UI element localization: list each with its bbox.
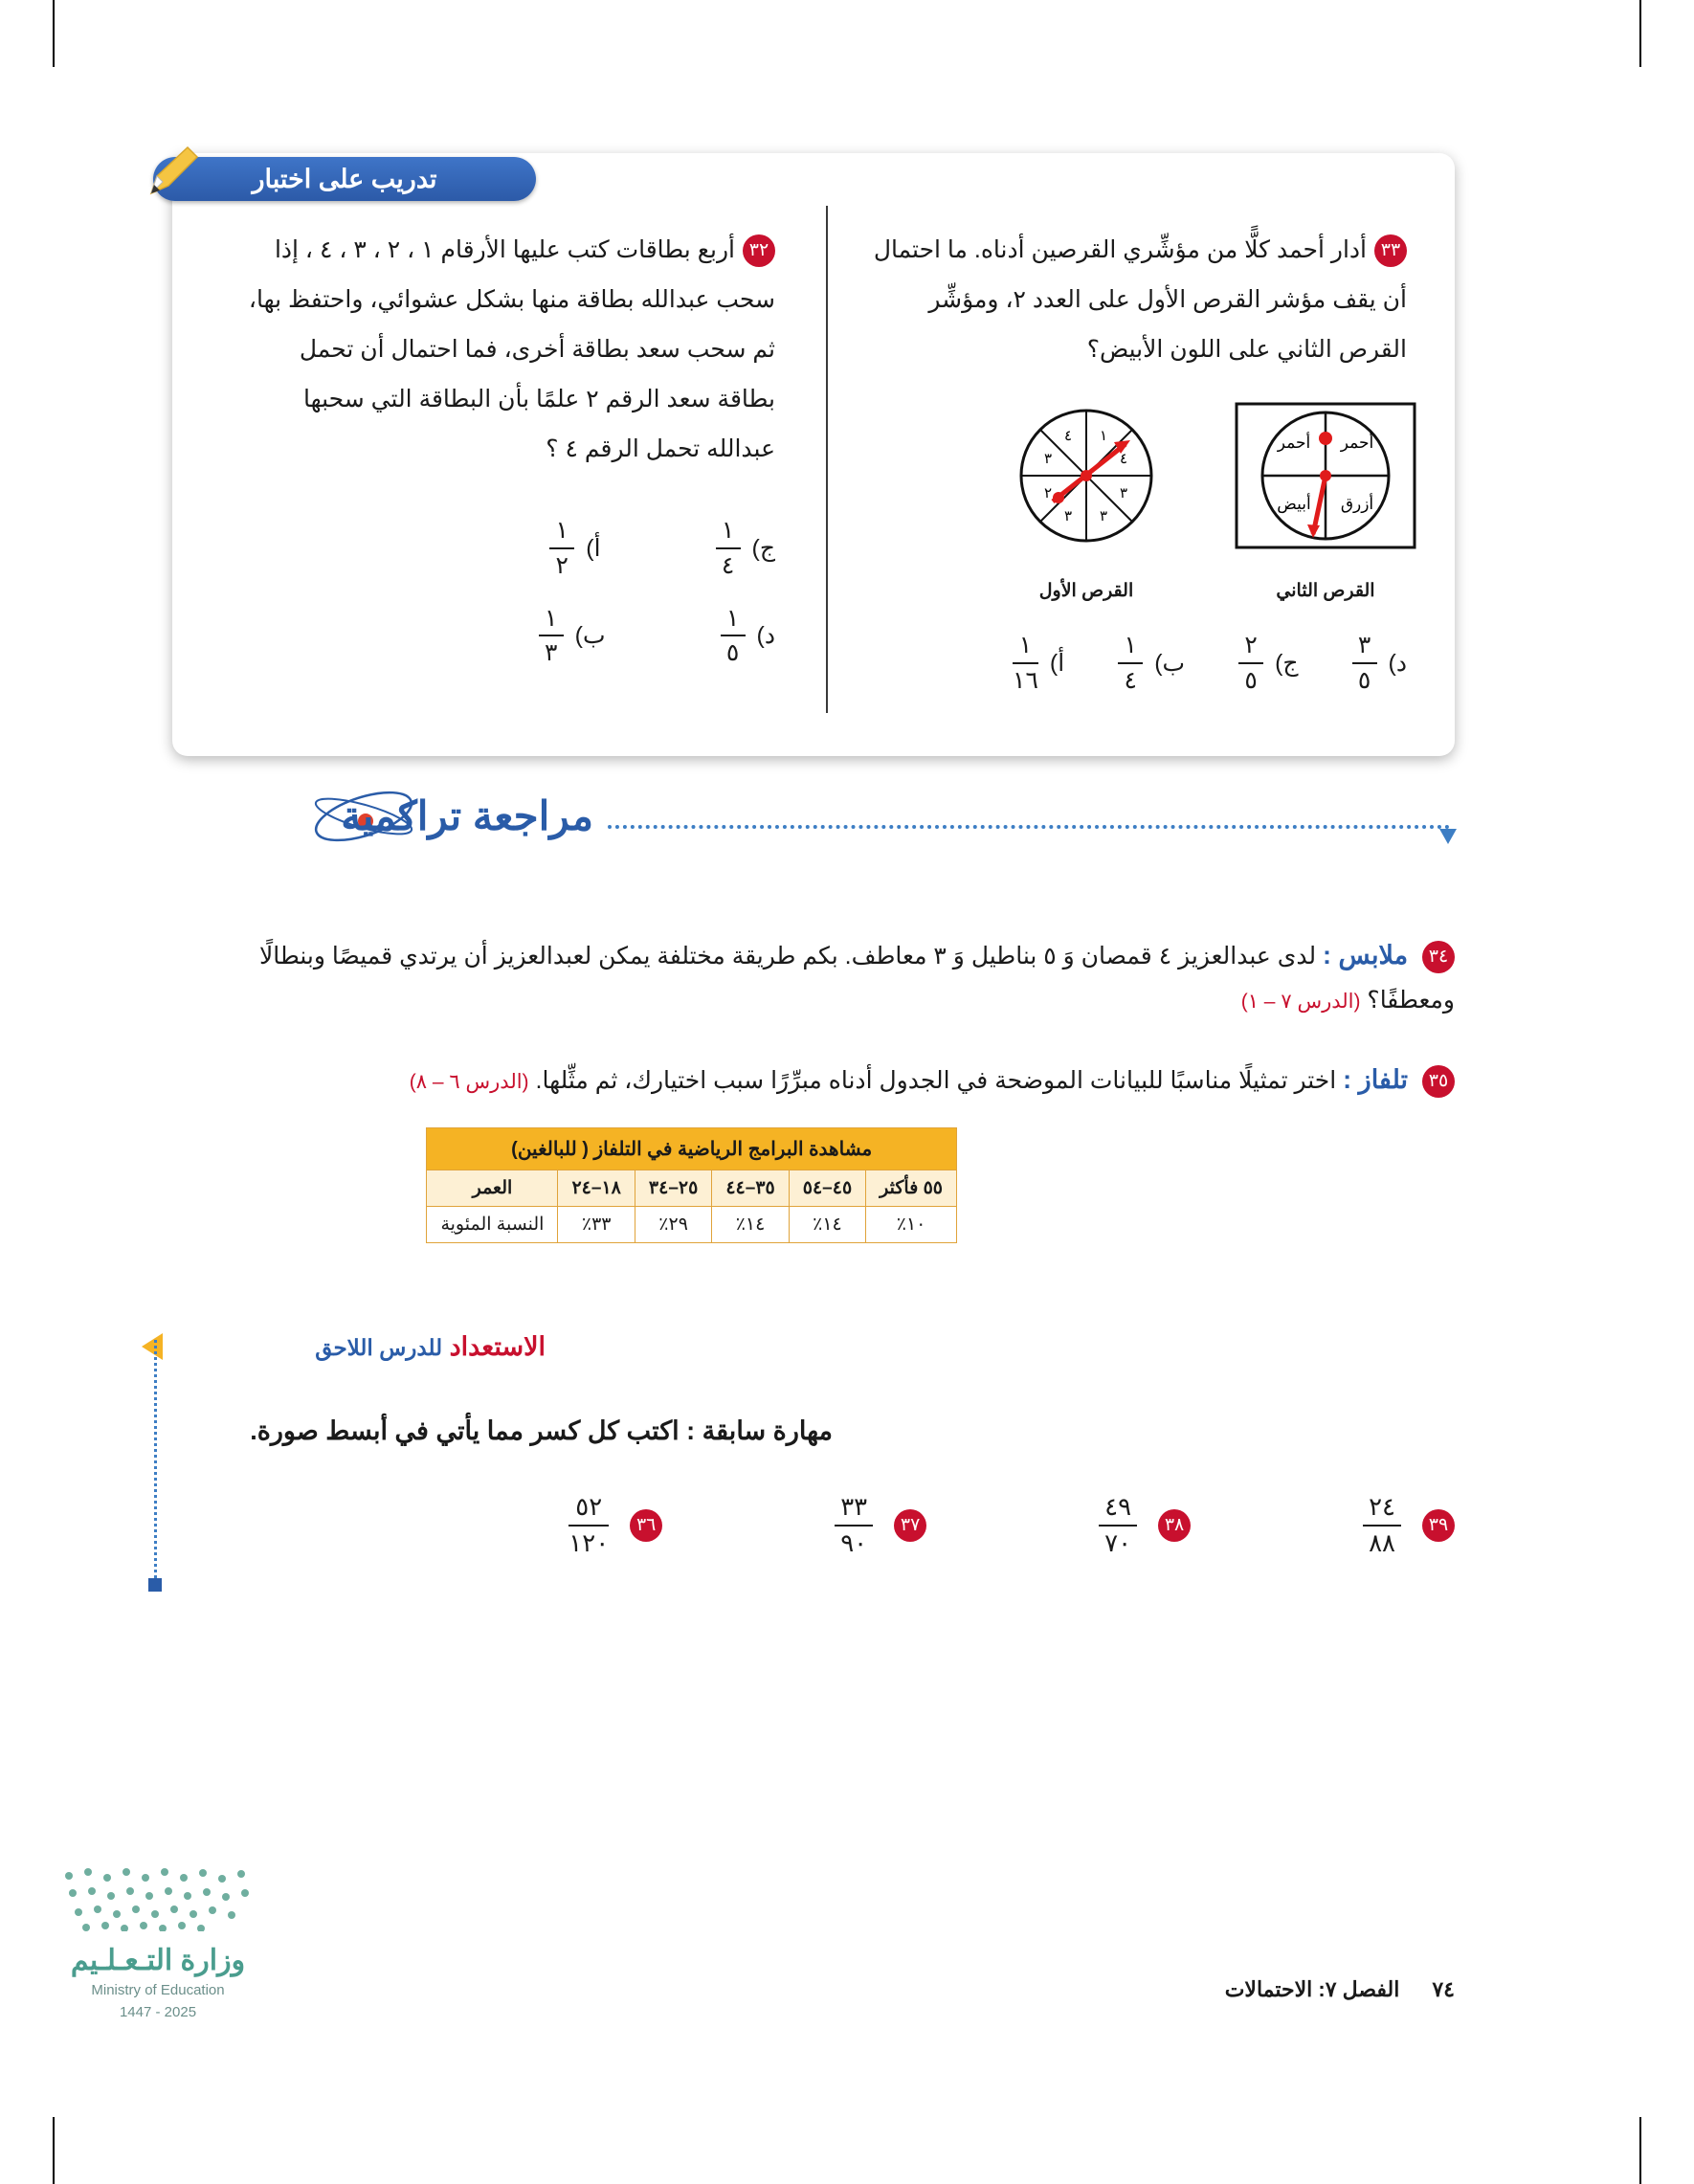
q33-choice-d-fraction (1352, 632, 1377, 695)
numerator: ٥٢ (575, 1492, 603, 1521)
q32-choice-d-fraction (721, 605, 746, 668)
ministry-logo (48, 1864, 268, 2021)
fraction-bar (716, 547, 741, 549)
sector-label: ٤ (1119, 451, 1128, 467)
prepare-fraction-36 (568, 1493, 662, 1558)
review-item-34 (172, 933, 1455, 1024)
numerator: ٢٤ (1369, 1492, 1395, 1521)
spinner-figures (861, 402, 1416, 601)
q33-choice-a-fraction (1013, 632, 1038, 695)
numerator: ١ (725, 604, 740, 632)
table-row-header-age: العمر (427, 1170, 558, 1207)
prepare-bracket (152, 1340, 157, 1584)
sector-label: ٣ (1063, 508, 1073, 524)
question-32-choices (239, 517, 775, 692)
prepare-fraction-36-value (568, 1493, 609, 1558)
chapter-label: الفصل ٧: الاحتمالات (1224, 1977, 1400, 2001)
question-33-choices (871, 632, 1407, 695)
fraction-bar (549, 547, 574, 549)
prepare-heading (315, 1332, 546, 1362)
q33-choice-c[interactable] (1238, 632, 1298, 695)
numerator: ٣ (1357, 632, 1371, 658)
q32-choice-b[interactable] (539, 605, 606, 668)
sector-label: أحمر (1277, 434, 1311, 452)
q32-choice-d-label: د) (756, 622, 775, 650)
prepare-fraction-37-number: ٣٧ (894, 1509, 926, 1542)
q33-choice-b-label: ب) (1154, 649, 1186, 677)
review-item-34-ref: (الدرس ٧ – ١) (1240, 991, 1361, 1013)
page-number: ٧٤ (1432, 1977, 1455, 2001)
prepare-title: الاستعداد (449, 1332, 546, 1361)
question-32 (239, 225, 775, 474)
numerator: ٣٣ (840, 1492, 868, 1521)
fraction-bar (1118, 662, 1143, 664)
table-cell-age-2: ٣٥–٤٤ (712, 1170, 789, 1207)
table-cell-age-4: ٥٥ فأكثر (866, 1170, 957, 1207)
q32-choice-a[interactable] (549, 517, 600, 580)
prepare-subtitle: للدرس اللاحق (315, 1335, 443, 1360)
review-dotted-arrow (1439, 829, 1457, 844)
numerator: ٤٩ (1104, 1492, 1132, 1521)
sector-label: أزرق (1340, 495, 1374, 513)
question-32-text: أربع بطاقات كتب عليها الأرقام ١ ، ٢ ، ٣ ، ٤ ، إذا سحب عبدالله بطاقة منها بشكل عشوائي، واحتفظ بها، ثم سحب سعد بطاقة أخرى، فما احتمال أن تحمل بطاقة سعد الرقم ٢ علمًا بأن البطاقة التي سحبها عبدالله تحمل الرقم ٤ ؟ (248, 236, 775, 462)
prepare-fraction-37-value (835, 1493, 873, 1558)
review-item-35-text: اختر تمثيلًا مناسبًا للبيانات الموضحة في الجدول أدناه مبرِّرًا سبب اختيارك، ثم مثِّلها. (535, 1067, 1337, 1094)
fraction-bar (1013, 662, 1038, 664)
tv-watching-table (426, 1127, 957, 1243)
denominator: ٧٠ (1104, 1527, 1132, 1557)
ministry-name-ar: وزارة التـعـلـيم (70, 1945, 246, 1976)
question-33 (871, 225, 1407, 374)
q32-choice-a-fraction (549, 517, 574, 580)
q33-choice-b-fraction (1118, 632, 1143, 695)
numerator: ٢ (1244, 632, 1258, 658)
table-cell-age-3: ٤٥–٥٤ (789, 1170, 865, 1207)
fraction-bar (568, 1525, 609, 1527)
table-cell-pct-4: ١٠٪ (866, 1207, 957, 1243)
fraction-bar (1099, 1525, 1137, 1527)
question-33-number: ٣٣ (1374, 234, 1407, 267)
q32-choice-b-label: ب) (574, 622, 606, 650)
q33-choice-a-label: أ) (1049, 649, 1065, 677)
question-divider (826, 206, 828, 713)
sector-label: ٣ (1099, 508, 1108, 524)
prepare-fraction-39-value (1363, 1493, 1401, 1558)
denominator: ٢ (555, 551, 568, 579)
sector-label: ٤ (1063, 428, 1073, 444)
banner-title: تدريب على اختبار (252, 165, 437, 193)
sector-label: ١ (1099, 428, 1108, 444)
banner-pill (153, 157, 536, 201)
prepare-fraction-36-number: ٣٦ (630, 1509, 662, 1542)
table-cell-age-0: ١٨–٢٤ (558, 1170, 635, 1207)
fraction-bar (1363, 1525, 1401, 1527)
q32-choice-d[interactable] (721, 605, 775, 668)
numerator: ١ (555, 517, 568, 544)
ministry-dots-icon (57, 1864, 258, 1931)
review-dotted-line (608, 825, 1450, 829)
spinner-first-graphic (995, 402, 1177, 569)
prepare-skill-line: مهارة سابقة : اكتب كل كسر مما يأتي في أبسط صورة. (250, 1416, 833, 1445)
table-row-header-percent: النسبة المئوية (427, 1207, 558, 1243)
denominator: ٣ (544, 639, 558, 667)
review-item-34-number: ٣٤ (1422, 941, 1455, 973)
q32-choice-c[interactable] (716, 517, 775, 580)
prepare-fraction-37 (835, 1493, 926, 1558)
q33-choice-a[interactable] (1013, 632, 1064, 695)
q33-choice-c-fraction (1238, 632, 1263, 695)
table-row (427, 1170, 957, 1207)
numerator: ١ (1018, 632, 1033, 658)
numerator: ١ (721, 517, 735, 544)
fraction-bar (1238, 662, 1263, 664)
prepare-fraction-38 (1099, 1493, 1191, 1558)
q33-choice-d[interactable] (1352, 632, 1407, 695)
denominator: ٥ (1244, 666, 1258, 694)
page-footer (1225, 1977, 1455, 2002)
crop-mark-bottom-left (53, 2117, 55, 2184)
spinner-first (995, 402, 1177, 602)
q32-choice-c-fraction (716, 517, 741, 580)
table-cell-pct-2: ١٤٪ (712, 1207, 789, 1243)
sector-label: ٣ (1043, 451, 1053, 467)
prepare-fraction-38-value (1099, 1493, 1137, 1558)
spinner-second-graphic (1235, 402, 1416, 569)
review-heading: مراجعة تراكمية (341, 793, 593, 838)
sector-label: ٢ (1043, 485, 1053, 501)
denominator: ٨٨ (1369, 1527, 1395, 1557)
review-item-35 (172, 1058, 1455, 1104)
review-item-34-tag: ملابس : (1323, 941, 1409, 969)
prepare-fraction-39-number: ٣٩ (1422, 1509, 1455, 1542)
q33-choice-d-label: د) (1388, 649, 1407, 677)
review-item-34-text: لدى عبدالعزيز ٤ قمصان وَ ٥ بناطيل وَ ٣ معاطف. بكم طريقة مختلفة يمكن لعبدالعزيز أن يرتدي قميصًا وبنطالًا ومعطفًا؟ (259, 943, 1455, 1014)
denominator: ١٢٠ (568, 1527, 610, 1557)
fraction-bar (721, 635, 746, 636)
denominator: ٤ (1124, 666, 1137, 694)
denominator: ٤ (721, 551, 735, 579)
table-row (427, 1207, 957, 1243)
prepare-fraction-38-number: ٣٨ (1158, 1509, 1191, 1542)
denominator: ٥ (1357, 666, 1371, 694)
spinner-second-caption: القرص الثاني (1276, 581, 1375, 601)
q32-choice-b-fraction (539, 605, 564, 668)
review-item-35-ref: (الدرس ٦ – ٨) (409, 1071, 529, 1093)
crop-mark-top-left (53, 0, 55, 67)
question-32-number: ٣٢ (743, 234, 775, 267)
q33-choice-b[interactable] (1118, 632, 1185, 695)
table-title-row (427, 1128, 957, 1170)
numerator: ١ (1124, 632, 1137, 658)
table-cell-pct-0: ٣٣٪ (558, 1207, 635, 1243)
prepare-fraction-list (172, 1493, 1455, 1558)
sector-label: أحمر (1340, 434, 1374, 452)
prepare-fraction-39 (1363, 1493, 1455, 1558)
crop-mark-bottom-right (1639, 2117, 1641, 2184)
spinner-first-caption: القرص الأول (1038, 581, 1134, 601)
question-33-text: أدار أحمد كلًّا من مؤشِّري القرصين أدناه. ما احتمال أن يقف مؤشر القرص الأول على العدد ٢، ومؤشِّر القرص الثاني على اللون الأبيض؟ (873, 236, 1407, 363)
numerator: ١ (544, 604, 558, 632)
table-title: مشاهدة البرامج الرياضية في التلفاز ( للبالغين) (427, 1128, 957, 1170)
crop-mark-top-right (1639, 0, 1641, 67)
review-item-35-tag: تلفاز : (1343, 1065, 1409, 1094)
table-cell-pct-3: ١٤٪ (789, 1207, 865, 1243)
q32-choice-a-label: أ) (586, 534, 601, 562)
pencil-icon (144, 144, 201, 201)
fraction-bar (1352, 662, 1377, 664)
sector-label: أبيض (1277, 495, 1311, 513)
review-item-35-number: ٣٥ (1422, 1065, 1455, 1098)
fraction-bar (835, 1525, 873, 1527)
test-practice-banner (134, 144, 555, 212)
ministry-name-en: Ministry of Education (91, 1982, 225, 1998)
table-cell-age-1: ٢٥–٣٤ (635, 1170, 711, 1207)
denominator: ٩٠ (840, 1527, 868, 1557)
fraction-bar (539, 635, 564, 636)
sector-label: ٣ (1119, 485, 1128, 501)
q33-choice-c-label: ج) (1275, 649, 1299, 677)
ministry-years: 2025 - 1447 (119, 2004, 197, 2020)
table-cell-pct-1: ٢٩٪ (635, 1207, 711, 1243)
q32-choice-c-label: ج) (751, 534, 775, 562)
denominator: ٥ (725, 639, 740, 667)
denominator: ١٦ (1013, 666, 1038, 694)
spinner-second (1235, 402, 1416, 602)
